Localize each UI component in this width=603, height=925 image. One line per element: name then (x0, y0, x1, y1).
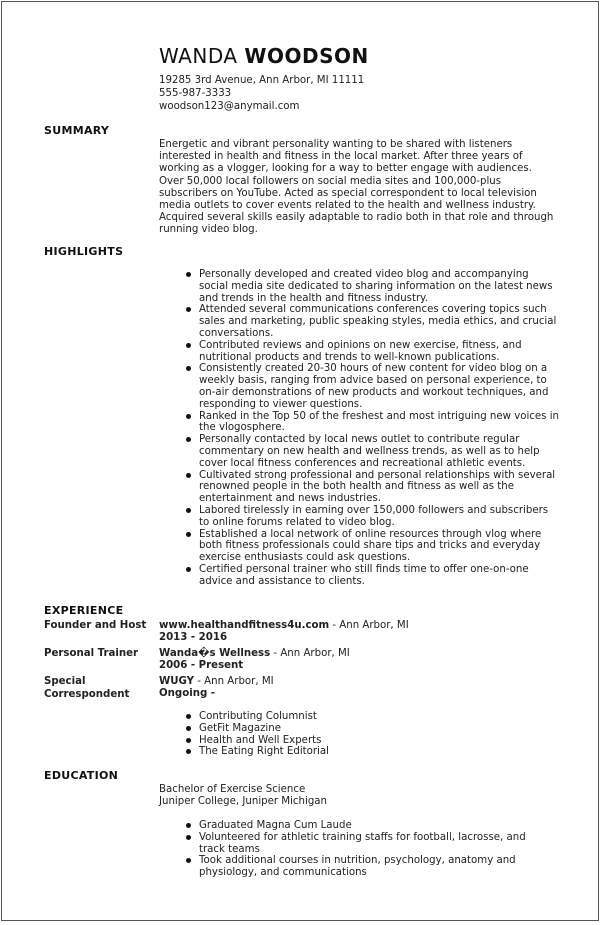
degree: Bachelor of Exercise Science (159, 784, 306, 795)
list-item: Personally contacted by local news outlet to contribute regular commentary on new health and wellness trends, as well as to help cover local fitness conferences and recreational athletic events. (185, 434, 560, 469)
list-item: Certified personal trainer who still finds time to offer one-on-one advice and assistance to clients. (185, 564, 560, 588)
list-item: Contributing Columnist (185, 711, 545, 723)
list-item: Ranked in the Top 50 of the freshest and most intriguing new voices in the vlogosphere. (185, 411, 560, 435)
job-title: Special Correspondent (44, 676, 130, 700)
contact-block (159, 74, 364, 113)
address: 19285 3rd Avenue, Ann Arbor, MI 11111 (159, 75, 365, 86)
list-item: Health and Well Experts (185, 735, 545, 747)
candidate-name (159, 44, 369, 68)
phone: 555-987-3333 (159, 88, 232, 99)
list-item: Established a local network of online resources through vlog where both fitness professionals could share tips and tricks and everyday exercise enthusiasts could ask questions. (185, 529, 560, 564)
highlights-list (185, 269, 560, 588)
job-employer (159, 676, 274, 688)
experience-heading: EXPERIENCE (44, 604, 124, 617)
job-company: WUGY (159, 676, 195, 687)
experience-bullets (185, 711, 545, 758)
list-item: Personally developed and created video blog and accompanying social media site dedicated to sharing information on the latest news and trends in the health and fitness industry. (185, 269, 560, 304)
list-item: Volunteered for athletic training staffs for football, lacrosse, and track teams (185, 832, 545, 856)
list-item: GetFit Magazine (185, 723, 545, 735)
first-name: WANDA (159, 44, 238, 68)
job-company: www.healthandfitness4u.com (159, 620, 330, 631)
job-employer (159, 648, 350, 660)
list-item: Took additional courses in nutrition, psychology, anatomy and physiology, and communications (185, 855, 545, 879)
job-dates: 2013 - 2016 (159, 632, 228, 643)
list-item: Contributed reviews and opinions on new exercise, fitness, and nutritional products and trends to well-known publications. (185, 340, 560, 364)
job-title: Founder and Host (44, 620, 147, 631)
list-item: The Eating Right Editorial (185, 746, 545, 758)
school: Juniper College, Juniper Michigan (159, 796, 327, 807)
job-title: Personal Trainer (44, 648, 139, 659)
job-employer (159, 620, 409, 632)
job-location: - Ann Arbor, MI (329, 620, 409, 631)
education-heading: EDUCATION (44, 769, 119, 782)
list-item: Cultivated strong professional and personal relationships with several renowned people in the both health and fitness as well as the entertainment and news industries. (185, 470, 560, 505)
email: woodson123@anymail.com (159, 101, 300, 112)
highlights-heading: HIGHLIGHTS (44, 245, 124, 258)
job-company: Wanda�s Wellness (159, 648, 271, 659)
list-item: Labored tirelessly in earning over 150,000 followers and subscribers to online forums related to video blog. (185, 505, 560, 529)
list-item: Graduated Magna Cum Laude (185, 820, 545, 832)
last-name: WOODSON (244, 44, 369, 68)
education-bullets (185, 820, 545, 879)
job-dates: Ongoing - (159, 688, 216, 699)
job-location: - Ann Arbor, MI (194, 676, 274, 687)
list-item: Consistently created 20-30 hours of new content for video blog on a weekly basis, ranging from advice based on personal experience, to on-air demonstrations of new products and workout techniques, and responding to viewer questions. (185, 363, 560, 410)
job-location: - Ann Arbor, MI (270, 648, 350, 659)
summary-text: Energetic and vibrant personality wanting to be shared with listeners interested in health and fitness in the local market. After three years of working as a vlogger, looking for a way to better engage with audiences. Over 50,000 local followers on social media sites and 100,000-plus subscribers on YouTube. Acted as special correspondent to local television media outlets to cover events related to the health and wellness industry. Acquired several skills easily adaptable to radio both in that role and through running video blog. (159, 139, 554, 236)
summary-heading: SUMMARY (44, 124, 110, 137)
list-item: Attended several communications conferences covering topics such sales and marketing, public speaking styles, media ethics, and crucial conversations. (185, 304, 560, 339)
job-dates: 2006 - Present (159, 660, 244, 671)
